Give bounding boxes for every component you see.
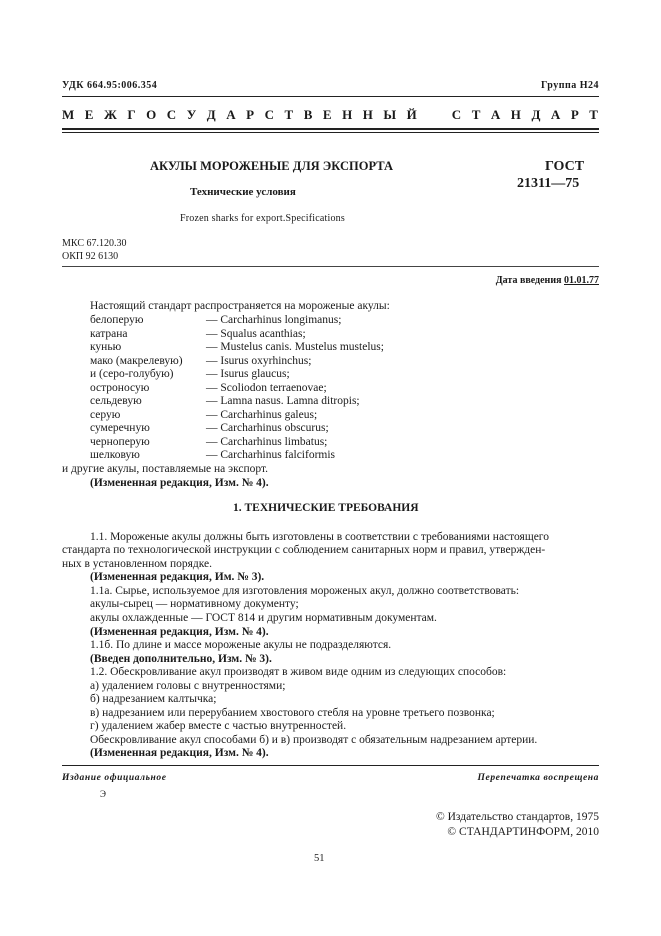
banner-letter: Р: [246, 107, 255, 122]
codes-rule: [62, 266, 599, 267]
clause-1-1: 1.1. Мороженые акулы должны быть изготовлены в соответствии с требованиями настоящего: [90, 531, 549, 543]
mks-code: МКС 67.120.30: [62, 238, 127, 249]
banner-letter: А: [226, 107, 236, 122]
intro-date-value: 01.01.77: [564, 275, 599, 286]
clause-1-1-cont: ных в установленном порядке.: [62, 558, 213, 570]
reprint-prohibited: Перепечатка воспрещена: [477, 773, 599, 783]
copyright-2010: © СТАНДАРТИНФОРМ, 2010: [447, 826, 599, 838]
species-row: [90, 381, 327, 395]
species-ru: кунью: [90, 341, 122, 353]
intro-date: [496, 275, 599, 286]
species-ru: катрана: [90, 328, 128, 340]
clause-1-2-item: в) надрезанием или перерубанием хвостового стебля на уровне третьего позвонка;: [90, 707, 495, 719]
species-lat: — Isurus oxyrhinchus;: [206, 355, 312, 367]
banner-letter: Н: [362, 107, 373, 122]
intro-date-label: Дата введения: [495, 275, 562, 286]
banner-letter: В: [303, 107, 313, 122]
clause-1-2-item: г) удалением жабер вместе с частью внутренностей.: [90, 720, 347, 732]
species-row: [90, 394, 360, 408]
copyright-1975: © Издательство стандартов, 1975: [435, 811, 599, 823]
banner-letter: О: [146, 107, 157, 122]
species-row: [90, 354, 311, 368]
banner-rule-thin: [62, 132, 599, 133]
banner-letter: Н: [510, 107, 521, 122]
banner-letter: Т: [284, 107, 294, 122]
banner-letter: Й: [406, 107, 417, 122]
page-number: 51: [314, 853, 325, 864]
clause-1-2-item: а) удалением головы с внутренностями;: [90, 680, 286, 692]
species-lat: — Carcharhinus obscurus;: [206, 422, 329, 434]
banner-letter: А: [550, 107, 561, 122]
gost-number: 21311—75: [517, 176, 580, 191]
species-row: [90, 435, 327, 449]
species-ru: и (серо-голубую): [90, 368, 174, 380]
species-row: [90, 421, 329, 435]
clause-1-1a: 1.1а. Сырье, используемое для изготовления мороженых акул, должно соответствовать:: [90, 585, 520, 597]
species-lat: — Scoliodon terraenovae;: [206, 382, 327, 394]
intro-tail: и другие акулы, поставляемые на экспорт.: [62, 463, 269, 475]
amendment-note: (Измененная редакция, Изм. № 4).: [90, 626, 269, 638]
banner-rule-thick: [62, 128, 599, 130]
species-row: [90, 367, 290, 381]
amendment-note: (Измененная редакция, Изм. № 4).: [90, 747, 269, 759]
species-row: [90, 327, 306, 341]
banner-letter: Д: [531, 107, 541, 122]
banner-letter: С: [166, 107, 177, 122]
species-ru: шелковую: [90, 449, 140, 461]
clause-1-1-cont: стандарта по технологической инструкции с соблюдением санитарных норм и правил, утвержден-: [62, 544, 546, 556]
clause-1-1a-item: акулы-сырец — нормативному документу;: [90, 598, 299, 610]
banner-letter: Ж: [103, 107, 117, 122]
amendment-note: (Введен дополнительно, Изм. № 3).: [90, 653, 272, 665]
standard-banner: [62, 107, 598, 123]
group-code: Группа Н24: [541, 80, 599, 91]
species-lat: — Isurus glaucus;: [206, 368, 290, 380]
species-row: [90, 313, 341, 327]
species-lat: — Carcharhinus longimanus;: [206, 314, 342, 326]
species-lat: — Squalus acanthias;: [206, 328, 306, 340]
banner-letter: А: [490, 107, 501, 122]
clause-1-2: 1.2. Обескровливание акул производят в живом виде одним из следующих способов:: [90, 666, 507, 678]
gost-label: ГОСТ: [545, 159, 585, 174]
banner-letter: С: [451, 107, 462, 122]
species-lat: — Carcharhinus falciformis: [206, 449, 336, 461]
banner-letter: С: [264, 107, 274, 122]
banner-letter: Ы: [383, 107, 397, 122]
banner-letter: Е: [84, 107, 94, 122]
species-lat: — Carcharhinus limbatus;: [206, 436, 328, 448]
species-ru: серую: [90, 409, 121, 421]
banner-letter: Т: [471, 107, 481, 122]
species-ru: остроносую: [90, 382, 150, 394]
top-rule: [62, 96, 599, 97]
banner-letter: Е: [322, 107, 332, 122]
banner-letter: М: [62, 107, 75, 122]
section-heading: 1. ТЕХНИЧЕСКИЕ ТРЕБОВАНИЯ: [233, 502, 419, 514]
clause-1-1b: 1.1б. По длине и массе мороженые акулы не подразделяются.: [90, 639, 392, 651]
clause-1-1a-item: акулы охлажденные — ГОСТ 814 и другим нормативным документам.: [90, 612, 437, 624]
banner-letter: Р: [570, 107, 579, 122]
species-row: [90, 448, 335, 462]
banner-letter: У: [186, 107, 197, 122]
species-ru: белоперую: [90, 314, 144, 326]
english-title: Frozen sharks for export.Specifications: [180, 213, 345, 224]
okp-code: ОКП 92 6130: [62, 251, 119, 262]
species-ru: сельдевую: [90, 395, 142, 407]
publisher-mark: Э: [100, 789, 106, 799]
species-lat: — Carcharhinus galeus;: [206, 409, 318, 421]
species-ru: мако (макрелевую): [90, 355, 183, 367]
banner-letter: Г: [127, 107, 136, 122]
document-subtitle: Технические условия: [190, 186, 296, 198]
clause-1-2-item: б) надрезанием калтычка;: [90, 693, 217, 705]
footer-rule: [62, 765, 599, 766]
amendment-note: (Измененная редакция, Им. № 3).: [90, 571, 265, 583]
banner-letter: Н: [342, 107, 353, 122]
species-row: [90, 408, 317, 422]
banner-letter: Т: [589, 107, 598, 122]
intro-amendment-note: (Измененная редакция, Изм. № 4).: [90, 477, 269, 489]
udk-code: УДК 664.95:006.354: [62, 80, 158, 91]
official-edition: Издание официальное: [62, 773, 167, 783]
intro-lead: Настоящий стандарт распространяется на мороженые акулы:: [90, 300, 390, 312]
document-title: АКУЛЫ МОРОЖЕНЫЕ ДЛЯ ЭКСПОРТА: [150, 159, 394, 173]
species-lat: — Mustelus canis. Mustelus mustelus;: [206, 341, 384, 353]
species-ru: черноперую: [90, 436, 150, 448]
species-lat: — Lamna nasus. Lamna ditropis;: [206, 395, 360, 407]
species-ru: сумеречную: [90, 422, 150, 434]
banner-letter: Д: [206, 107, 216, 122]
species-row: [90, 340, 384, 354]
clause-1-2-cont: Обескровливание акул способами б) и в) производят с обязательным надрезанием артерии.: [90, 734, 538, 746]
